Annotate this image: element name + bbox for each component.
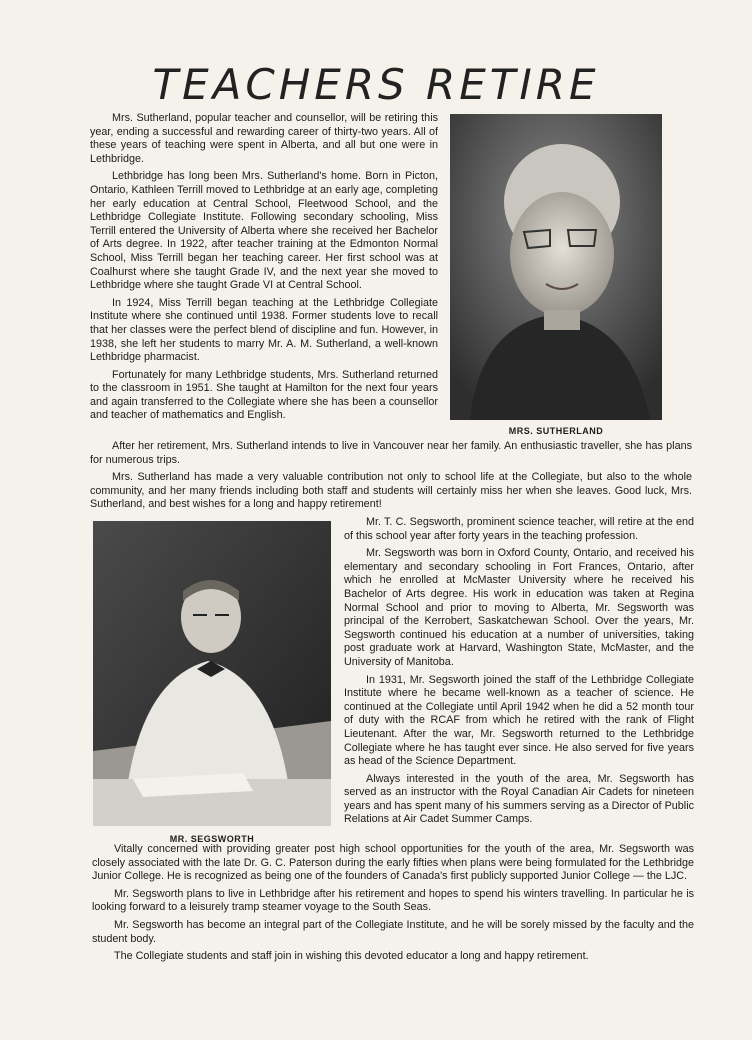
segsworth-para-1: Mr. T. C. Segsworth, prominent science teacher, will retire at the end of this school year after forty years in the teaching profession.	[344, 516, 694, 542]
segsworth-para-7: Mr. Segsworth has become an integral part of the Collegiate Institute, and he will be sorely missed by the faculty and the student body.	[92, 918, 694, 945]
segsworth-photo	[93, 521, 331, 826]
page-title: TEACHERS RETIRE	[152, 60, 600, 109]
sutherland-para-2: Lethbridge has long been Mrs. Sutherland's home. Born in Picton, Ontario, Kathleen Terrill moved to Lethbridge at an early age, completing her early education at Central School, Fleetwood School, and the Lethbridge Collegiate Institute. Following secondary schooling, Miss Terrill entered the University of Alberta where she received her Bachelor of Arts degree. In 1922, after teacher training at the Edmonton Normal School, Miss Terrill began her teaching career. Her first school was at Coalhurst where she taught Grade IV, and the next year she moved to Lethbridge where she taught Grade VI at Central School.	[90, 170, 438, 292]
sutherland-caption: MRS. SUTHERLAND	[508, 426, 604, 436]
segsworth-caption: MR. SEGSWORTH	[169, 834, 255, 844]
sutherland-photo	[450, 114, 662, 420]
sutherland-para-4: Fortunately for many Lethbridge students, Mrs. Sutherland returned to the classroom in 1951. She taught at Hamilton for the next four years and again transferred to the Collegiate where she has been a counsellor and teacher of mathematics and English.	[90, 368, 438, 422]
segsworth-article-bottom	[92, 843, 694, 968]
segsworth-article-top	[344, 516, 694, 831]
segsworth-para-2: Mr. Segsworth was born in Oxford County, Ontario, and received his elementary and secondary schooling in Fort Frances, Ontario, after which he enrolled at McMaster University where he received his Bachelor of Arts degree. His work in education was taken at Regina Normal School and prior to moving to Alberta, Mr. Segsworth was principal of the Kerrobert, Saskatchewan School. Over the years, Mr. Segsworth continued his education at a number of universities, taking post graduate work at Harvard, Washington State, McMaster, and the University of Manitoba.	[344, 547, 694, 668]
segsworth-para-3: In 1931, Mr. Segsworth joined the staff of the Lethbridge Collegiate Institute where he became well-known as a teacher of science. He continued at the Collegiate until April 1942 when he did a 52 month tour of duty with the RCAF from which he retired with the rank of Flight Lieutenant. After the war, Mr. Segsworth returned to the Lethbridge Collegiate where he has taught ever since. He also served for five years as head of the Science Department.	[344, 673, 694, 768]
sutherland-article-top	[90, 112, 438, 427]
sutherland-para-6: Mrs. Sutherland has made a very valuable contribution not only to school life at the Collegiate, but also to the whole community, and her many friends including both staff and students will certainly miss her when she leaves. Good luck, Mrs. Sutherland, and best wishes for a long and happy retirement!	[90, 471, 692, 511]
segsworth-para-8: The Collegiate students and staff join in wishing this devoted educator a long and happy retirement.	[114, 950, 589, 963]
segsworth-para-6: Mr. Segsworth plans to live in Lethbridge after his retirement and hopes to spend his winters travelling. In particular he is looking forward to a leisurely tramp steamer voyage to the South Seas.	[92, 887, 694, 914]
segsworth-para-4: Always interested in the youth of the area, Mr. Segsworth has served as an instructor with the Royal Canadian Air Cadets for nineteen years and has spent many of his summers serving as a Director of Public Relations at Air Cadet Summer Camps.	[344, 772, 694, 826]
sutherland-article-bottom	[90, 440, 692, 516]
segsworth-para-5: Vitally concerned with providing greater post high school opportunities for the youth of the area, Mr. Segsworth was closely associated with the late Dr. G. C. Paterson during the early fifties when plans were being formulated for the Lethbridge Junior College. He is recognized as being one of the founders of Canada's first publicly supported Junior College — the LJC.	[92, 843, 694, 883]
sutherland-para-1: Mrs. Sutherland, popular teacher and counsellor, will be retiring this year, ending a successful and rewarding career of thirty-two years. All of these years of teaching were spent in Alberta, and all but one were in Lethbridge.	[90, 112, 438, 165]
sutherland-para-5: After her retirement, Mrs. Sutherland intends to live in Vancouver near her family. An enthusiastic traveller, she has plans for numerous trips.	[90, 440, 692, 466]
sutherland-para-3: In 1924, Miss Terrill began teaching at the Lethbridge Collegiate Institute where she continued until 1938. Former students love to recall that her classes were the perfect blend of discipline and fun. However, in 1938, she left her students to marry Mr. A. M. Sutherland, a well-known Lethbridge pharmacist.	[90, 296, 438, 364]
